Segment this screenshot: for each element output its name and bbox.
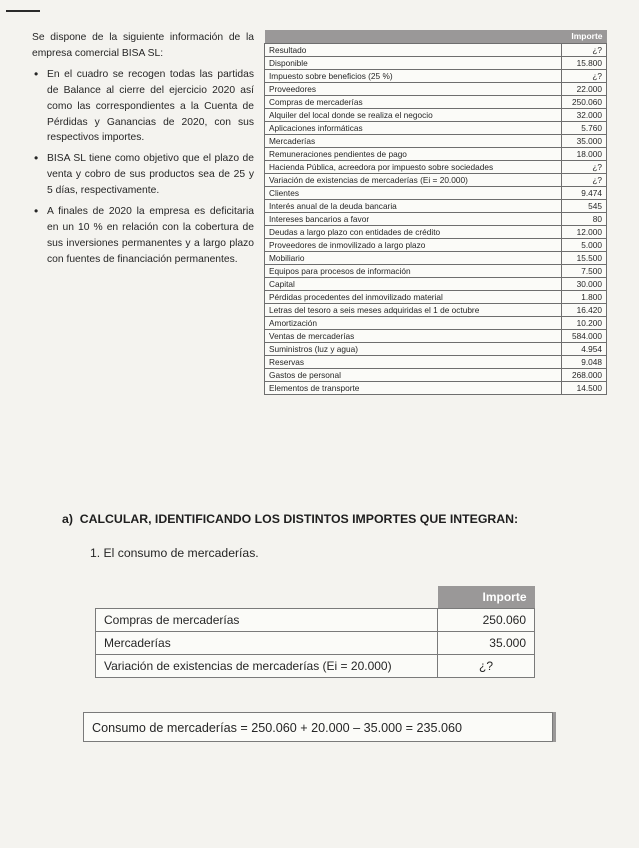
table-header-row (265, 30, 607, 44)
sub-question: 1. El consumo de mercaderías. (90, 546, 259, 560)
row-concept: Proveedores (265, 83, 562, 96)
row-concept: Proveedores de inmovilizado a largo plazo (265, 239, 562, 252)
table-row (265, 174, 607, 187)
table-row (265, 330, 607, 343)
row-concept: Elementos de transporte (265, 382, 562, 395)
row-amount: 545 (562, 200, 607, 213)
row-amount: 14.500 (562, 382, 607, 395)
row-concept: Letras del tesoro a seis meses adquiridas el 1 de octubre (265, 304, 562, 317)
row-amount: 250.060 (562, 96, 607, 109)
page-corner-mark (6, 10, 40, 12)
intro-bullet: • BISA SL tiene como objetivo que el plazo de venta y cobro de sus productos sea de 25 y 5 días, respectivamente. (32, 151, 254, 199)
row-amount: 7.500 (562, 265, 607, 278)
balance-items-table (264, 30, 607, 395)
row-concept: Hacienda Pública, acreedora por impuesto sobre sociedades (265, 161, 562, 174)
table-row (265, 44, 607, 57)
row-amount: 32.000 (562, 109, 607, 122)
table-row (265, 83, 607, 96)
row-concept: Alquiler del local donde se realiza el negocio (265, 109, 562, 122)
row-amount: 80 (562, 213, 607, 226)
row-concept: Interés anual de la deuda bancaria (265, 200, 562, 213)
question-heading (62, 512, 518, 526)
row-amount: 1.800 (562, 291, 607, 304)
row-concept: Aplicaciones informáticas (265, 122, 562, 135)
table-row (265, 57, 607, 70)
intro-bullet: • A finales de 2020 la empresa es deficitaria en un 10 % en relación con la cobertura de sus inversiones permanentes y a largo plazo con fuentes de financiación permanentes. (32, 204, 254, 268)
row-concept: Compras de mercaderías (265, 96, 562, 109)
row-amount: 12.000 (562, 226, 607, 239)
table-row (265, 122, 607, 135)
small-row-concept: Compras de mercaderías (96, 609, 438, 632)
small-table-body (96, 609, 535, 678)
intro-bullet: • En el cuadro se recogen todas las partidas de Balance al cierre del ejercicio 2020 así como las correspondientes a la Cuenta de Pérdidas y Ganancias de 2020, con sus respectivos importes. (32, 67, 254, 147)
table-row (265, 161, 607, 174)
row-concept: Reservas (265, 356, 562, 369)
table-row (265, 278, 607, 291)
row-amount: 4.954 (562, 343, 607, 356)
small-row-amount: 35.000 (438, 632, 535, 655)
row-concept: Pérdidas procedentes del inmovilizado material (265, 291, 562, 304)
table-row (265, 343, 607, 356)
row-amount: 10.200 (562, 317, 607, 330)
row-amount: 15.500 (562, 252, 607, 265)
row-amount: 18.000 (562, 148, 607, 161)
table-row (265, 382, 607, 395)
row-amount: 584.000 (562, 330, 607, 343)
row-amount: ¿? (562, 174, 607, 187)
row-amount: 22.000 (562, 83, 607, 96)
row-concept: Mercaderías (265, 135, 562, 148)
table-row (265, 96, 607, 109)
table-row (265, 148, 607, 161)
row-concept: Mobiliario (265, 252, 562, 265)
small-table-row (96, 655, 535, 678)
small-row-amount: ¿? (438, 655, 535, 678)
row-concept: Equipos para procesos de información (265, 265, 562, 278)
row-concept: Impuesto sobre beneficios (25 %) (265, 70, 562, 83)
row-concept: Remuneraciones pendientes de pago (265, 148, 562, 161)
small-row-concept: Mercaderías (96, 632, 438, 655)
intro-text (32, 30, 254, 268)
row-concept: Variación de existencias de mercaderías (Ei = 20.000) (265, 174, 562, 187)
row-concept: Capital (265, 278, 562, 291)
table-body (265, 44, 607, 395)
row-amount: ¿? (562, 161, 607, 174)
row-concept: Ventas de mercaderías (265, 330, 562, 343)
table-row (265, 291, 607, 304)
row-amount: 9.048 (562, 356, 607, 369)
row-amount: 15.800 (562, 57, 607, 70)
row-amount: 35.000 (562, 135, 607, 148)
row-concept: Amortización (265, 317, 562, 330)
table-row (265, 213, 607, 226)
row-amount: 9.474 (562, 187, 607, 200)
small-table-row (96, 632, 535, 655)
table-row (265, 109, 607, 122)
table-row (265, 239, 607, 252)
row-amount: 30.000 (562, 278, 607, 291)
consumption-result: Consumo de mercaderías = 250.060 + 20.000 – 35.000 = 235.060 (83, 712, 553, 742)
row-amount: 268.000 (562, 369, 607, 382)
table-row (265, 317, 607, 330)
row-amount: 5.760 (562, 122, 607, 135)
table-row (265, 304, 607, 317)
table-row (265, 70, 607, 83)
row-concept: Disponible (265, 57, 562, 70)
row-amount: 5.000 (562, 239, 607, 252)
row-concept: Resultado (265, 44, 562, 57)
row-amount: 16.420 (562, 304, 607, 317)
intro-heading: Se dispone de la siguiente información de la empresa comercial BISA SL: (32, 32, 254, 59)
row-amount: ¿? (562, 44, 607, 57)
row-concept: Intereses bancarios a favor (265, 213, 562, 226)
small-row-amount: 250.060 (438, 609, 535, 632)
table-row (265, 200, 607, 213)
table-row (265, 226, 607, 239)
question-text: CALCULAR, IDENTIFICANDO LOS DISTINTOS IMPORTES QUE INTEGRAN: (79, 512, 519, 526)
table-row (265, 252, 607, 265)
small-importe-header: Importe (438, 586, 535, 609)
importe-header: Importe (562, 30, 607, 44)
small-concept-header (96, 586, 438, 609)
concept-header (265, 30, 562, 44)
consumption-table (95, 586, 535, 678)
table-row (265, 187, 607, 200)
row-concept: Clientes (265, 187, 562, 200)
row-amount: ¿? (562, 70, 607, 83)
table-row (265, 356, 607, 369)
small-table-row (96, 609, 535, 632)
table-row (265, 135, 607, 148)
row-concept: Deudas a largo plazo con entidades de crédito (265, 226, 562, 239)
question-label: a) (62, 512, 73, 526)
intro-bullet-list (32, 67, 254, 268)
table-row (265, 369, 607, 382)
small-row-concept: Variación de existencias de mercaderías (Ei = 20.000) (96, 655, 438, 678)
small-table-header-row (96, 586, 535, 609)
table-row (265, 265, 607, 278)
row-concept: Suministros (luz y agua) (265, 343, 562, 356)
row-concept: Gastos de personal (265, 369, 562, 382)
